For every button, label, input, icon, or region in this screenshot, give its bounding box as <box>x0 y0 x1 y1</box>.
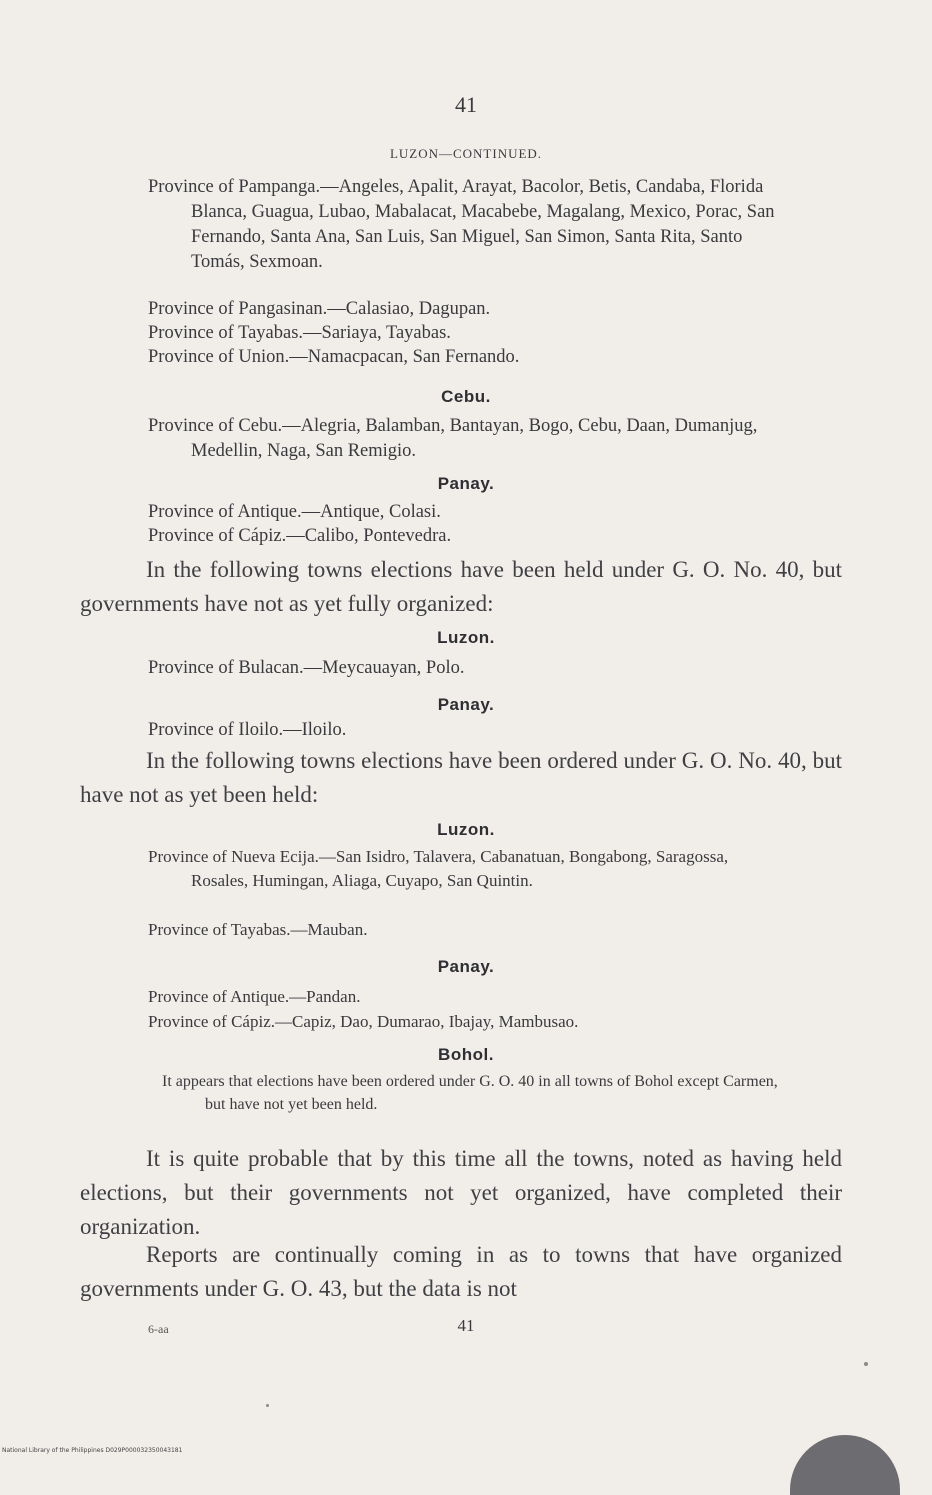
entry-bulacan: Province of Bulacan.—Meycauayan, Polo. <box>148 658 465 678</box>
entry-capiz-2: Province of Cápiz.—Capiz, Dao, Dumarao, Ibajay, Mambusao. <box>148 1012 579 1031</box>
paragraph-elections-ordered: In the following towns elections have been ordered under G. O. No. 40, but have not as yet been held: <box>80 748 842 807</box>
entry-antique-1: Province of Antique.—Antique, Colasi. <box>148 502 441 522</box>
page-number-top: 41 <box>455 92 477 117</box>
entry-tayabas-2: Province of Tayabas.—Mauban. <box>148 920 368 939</box>
entry-tayabas: Province of Tayabas.—Sariaya, Tayabas. <box>148 323 451 343</box>
heading-cebu: Cebu. <box>441 387 491 406</box>
paragraph-reports: Reports are continually coming in as to towns that have organized governments under G. O. 43, but the data is not <box>80 1242 842 1301</box>
heading-panay-2: Panay. <box>437 695 495 714</box>
entry-cebu: Province of Cebu.—Alegria, Balamban, Bantayan, Bogo, Cebu, Daan, Dumanjug, Medellin, Naga, San Remigio. <box>148 416 758 461</box>
heading-panay-3: Panay. <box>437 957 495 976</box>
paragraph-probable: It is quite probable that by this time all the towns, noted as having held elections, but their governments not yet organized, have completed their organization. <box>80 1146 842 1239</box>
library-credit-line: National Library of the Philippines D029P000032350043181 <box>2 1447 183 1454</box>
entry-pampanga: Province of Pampanga.—Angeles, Apalit, Arayat, Bacolor, Betis, Candaba, Florida Blanca, Guagua, Lubao, Mabalacat, Macabebe, Magalang, Mexico, Porac, San Fernando, Santa Ana, San Luis, San Miguel, San Simon, Santa Rita, Santo Tomás, Sexmoan. <box>148 177 775 272</box>
entry-union: Province of Union.—Namacpacan, San Fernando. <box>148 347 520 367</box>
running-head: LUZON—CONTINUED. <box>389 146 543 161</box>
heading-luzon-3: Luzon. <box>437 820 495 839</box>
entry-bohol: It appears that elections have been ordered under G. O. 40 in all towns of Bohol except Carmen, but have not yet been held. <box>162 1073 778 1113</box>
entry-nueva-ecija: Province of Nueva Ecija.—San Isidro, Talavera, Cabanatuan, Bongabong, Saragossa, Rosales, Humingan, Aliaga, Cuyapo, San Quintin. <box>148 847 729 890</box>
paper-speck <box>864 1362 868 1366</box>
entry-pangasinan: Province of Pangasinan.—Calasiao, Dagupan. <box>148 299 491 319</box>
entry-antique-2: Province of Antique.—Pandan. <box>148 987 361 1006</box>
heading-luzon-2: Luzon. <box>437 628 495 647</box>
heading-panay-1: Panay. <box>437 474 495 493</box>
footer-signature-mark: 6-aa <box>148 1322 169 1336</box>
corner-thumb-shadow <box>790 1435 900 1495</box>
heading-bohol: Bohol. <box>438 1045 494 1064</box>
page-number-bottom: 41 <box>457 1316 475 1335</box>
paper-speck <box>266 1404 269 1407</box>
entry-iloilo: Province of Iloilo.—Iloilo. <box>148 720 347 740</box>
entry-capiz-1: Province of Cápiz.—Calibo, Pontevedra. <box>148 526 452 546</box>
paragraph-elections-held: In the following towns elections have been held under G. O. No. 40, but governments have not as yet fully organized: <box>80 557 842 616</box>
